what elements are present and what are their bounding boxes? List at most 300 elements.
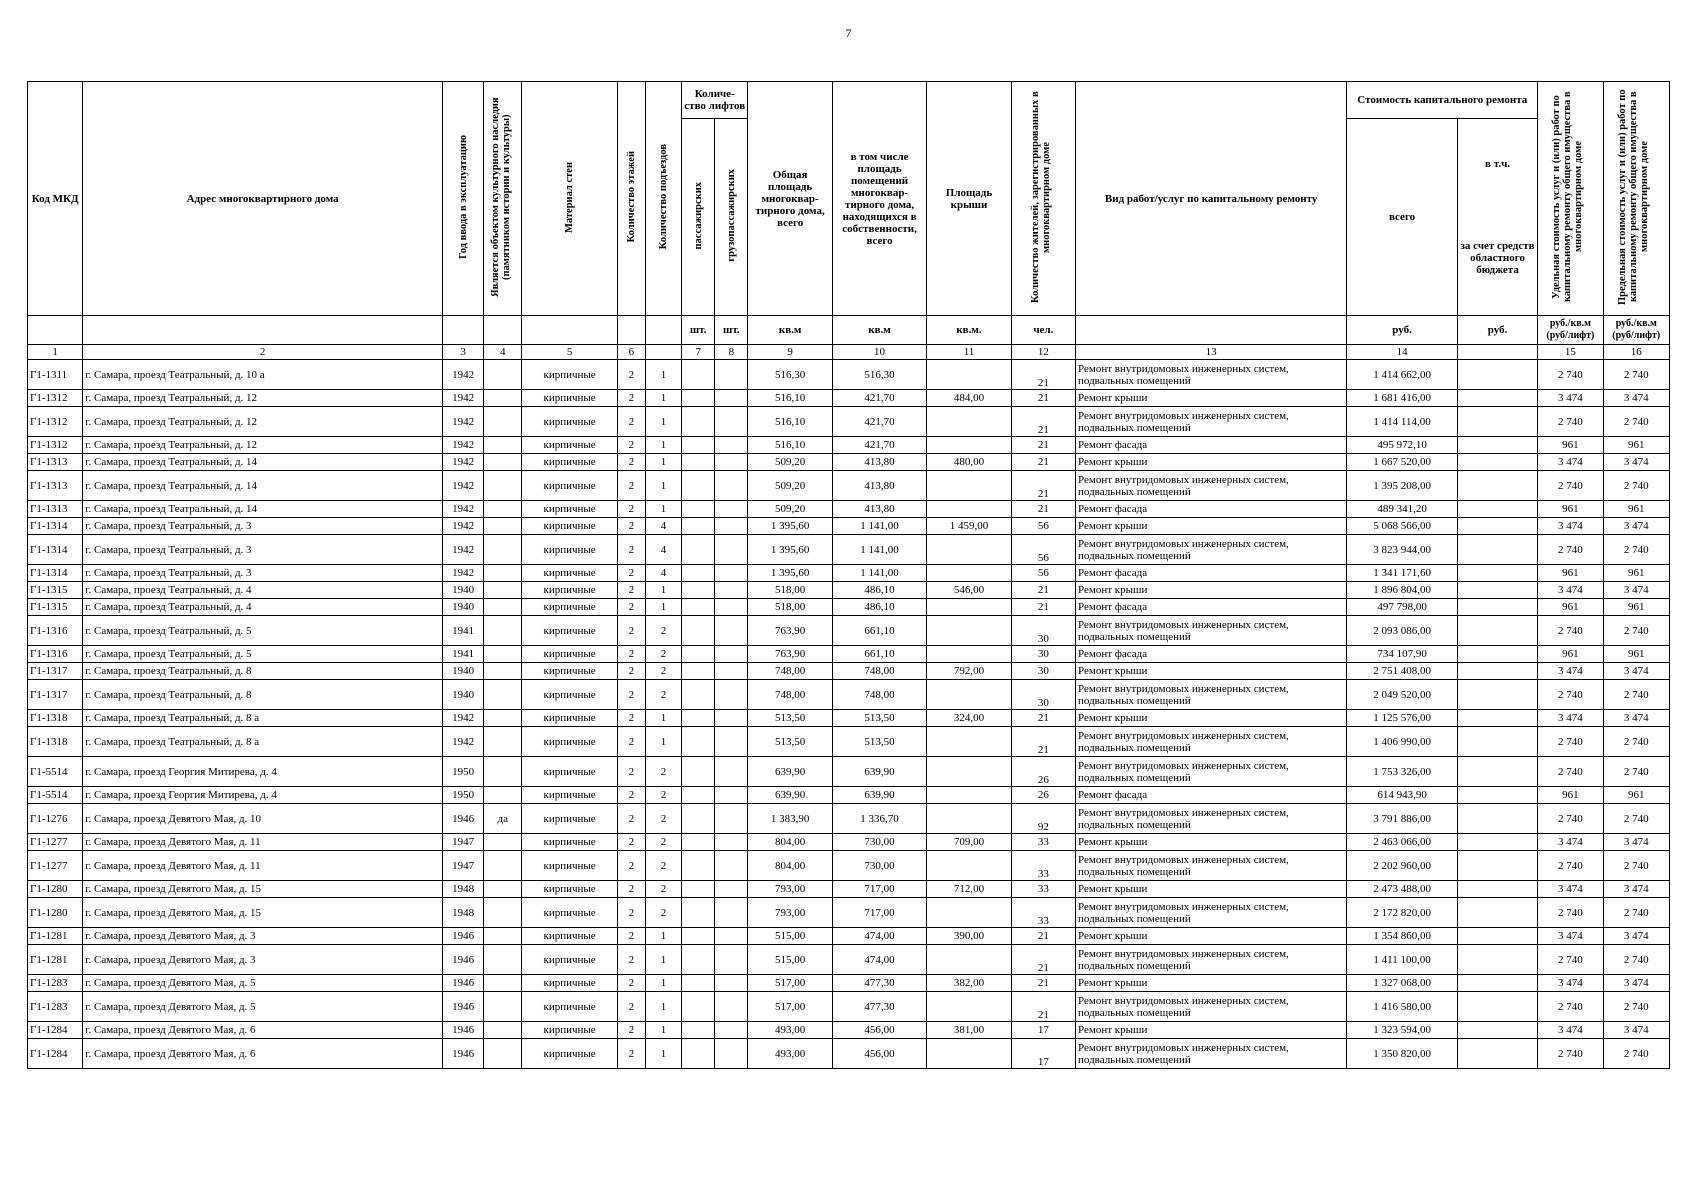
column-number: 16 — [1603, 345, 1669, 360]
cell-lifts-passenger — [682, 975, 715, 992]
cell-max-cost: 2 740 — [1603, 727, 1669, 757]
cell-total-area: 1 395,60 — [748, 518, 832, 535]
units-row — [28, 316, 1670, 345]
cell-lifts-cargo — [715, 437, 748, 454]
cell-cost-regional — [1457, 898, 1537, 928]
cell-unit-cost: 2 740 — [1538, 945, 1603, 975]
cell-residents: 26 — [1011, 757, 1075, 787]
cell-material: кирпичные — [522, 727, 617, 757]
cell-work-type: Ремонт крыши — [1076, 518, 1347, 535]
cell-floors: 2 — [617, 787, 645, 804]
cell-total-area: 516,30 — [748, 360, 832, 390]
cell-unit-cost: 2 740 — [1538, 1039, 1603, 1069]
cell-floors: 2 — [617, 437, 645, 454]
cell-code: Г1-1312 — [28, 390, 83, 407]
cell-cost-total: 1 753 326,00 — [1347, 757, 1458, 787]
cell-owned-area: 456,00 — [832, 1022, 926, 1039]
cell-code: Г1-1284 — [28, 1039, 83, 1069]
cell-address: г. Самара, проезд Театральный, д. 5 — [83, 646, 443, 663]
unit-rub-sqm: руб./кв.м (руб/лифт) — [1603, 316, 1669, 345]
table-row — [28, 646, 1670, 663]
cell-heritage — [484, 599, 522, 616]
table-row — [28, 804, 1670, 834]
cell-max-cost: 2 740 — [1603, 804, 1669, 834]
cell-floors: 2 — [617, 471, 645, 501]
cell-heritage — [484, 471, 522, 501]
column-number: 15 — [1538, 345, 1603, 360]
cell-unit-cost: 2 740 — [1538, 680, 1603, 710]
table-row — [28, 1039, 1670, 1069]
table-row — [28, 787, 1670, 804]
cell-material: кирпичные — [522, 501, 617, 518]
cell-code: Г1-1311 — [28, 360, 83, 390]
cell-owned-area: 421,70 — [832, 437, 926, 454]
column-number: 9 — [748, 345, 832, 360]
cell-material: кирпичные — [522, 851, 617, 881]
cell-year: 1940 — [443, 599, 484, 616]
cell-cost-regional — [1457, 454, 1537, 471]
cell-residents: 21 — [1011, 471, 1075, 501]
cell-total-area: 1 383,90 — [748, 804, 832, 834]
cell-lifts-passenger — [682, 1022, 715, 1039]
cell-heritage — [484, 881, 522, 898]
table-row — [28, 992, 1670, 1022]
cell-cost-total: 1 341 171,60 — [1347, 565, 1458, 582]
cell-owned-area: 1 141,00 — [832, 535, 926, 565]
cell-year: 1946 — [443, 945, 484, 975]
cell-heritage — [484, 454, 522, 471]
cell-year: 1948 — [443, 881, 484, 898]
cell-code: Г1-1281 — [28, 945, 83, 975]
cell-owned-area: 661,10 — [832, 646, 926, 663]
cell-floors: 2 — [617, 975, 645, 992]
cell-heritage — [484, 928, 522, 945]
capital-repair-register-table — [27, 81, 1670, 1069]
table-row — [28, 663, 1670, 680]
cell-owned-area: 513,50 — [832, 727, 926, 757]
cell-owned-area: 717,00 — [832, 881, 926, 898]
cell-cost-regional — [1457, 992, 1537, 1022]
cell-lifts-cargo — [715, 881, 748, 898]
cell-floors: 2 — [617, 727, 645, 757]
cell-roof-area — [927, 1039, 1011, 1069]
cell-residents: 21 — [1011, 390, 1075, 407]
cell-cost-total: 1 896 804,00 — [1347, 582, 1458, 599]
table-row — [28, 834, 1670, 851]
table-row — [28, 565, 1670, 582]
cell-material: кирпичные — [522, 437, 617, 454]
cell-floors: 2 — [617, 501, 645, 518]
cell-roof-area — [927, 535, 1011, 565]
cell-year: 1947 — [443, 851, 484, 881]
cell-owned-area: 748,00 — [832, 680, 926, 710]
cell-lifts-passenger — [682, 992, 715, 1022]
cell-work-type: Ремонт крыши — [1076, 1022, 1347, 1039]
cell-total-area: 518,00 — [748, 599, 832, 616]
table-row — [28, 680, 1670, 710]
cell-lifts-passenger — [682, 663, 715, 680]
table-row — [28, 945, 1670, 975]
cell-residents: 21 — [1011, 945, 1075, 975]
cell-year: 1946 — [443, 1022, 484, 1039]
cell-roof-area — [927, 992, 1011, 1022]
cell-address: г. Самара, проезд Девятого Мая, д. 3 — [83, 945, 443, 975]
column-number — [645, 345, 681, 360]
cell-total-area: 515,00 — [748, 945, 832, 975]
table-row — [28, 535, 1670, 565]
column-number: 8 — [715, 345, 748, 360]
cell-lifts-cargo — [715, 834, 748, 851]
table-row — [28, 599, 1670, 616]
cell-heritage — [484, 616, 522, 646]
cell-cost-total: 1 414 114,00 — [1347, 407, 1458, 437]
cell-address: г. Самара, проезд Театральный, д. 4 — [83, 582, 443, 599]
cell-lifts-cargo — [715, 471, 748, 501]
cell-year: 1946 — [443, 1039, 484, 1069]
cell-roof-area — [927, 787, 1011, 804]
cell-material: кирпичные — [522, 663, 617, 680]
cell-roof-area — [927, 945, 1011, 975]
cell-cost-total: 3 823 944,00 — [1347, 535, 1458, 565]
cell-work-type: Ремонт крыши — [1076, 834, 1347, 851]
cell-unit-cost: 3 474 — [1538, 1022, 1603, 1039]
cell-year: 1942 — [443, 518, 484, 535]
column-number: 3 — [443, 345, 484, 360]
cell-code: Г1-1317 — [28, 663, 83, 680]
cell-address: г. Самара, проезд Девятого Мая, д. 15 — [83, 898, 443, 928]
cell-unit-cost: 2 740 — [1538, 360, 1603, 390]
cell-cost-total: 489 341,20 — [1347, 501, 1458, 518]
cell-cost-regional — [1457, 360, 1537, 390]
cell-material: кирпичные — [522, 804, 617, 834]
header-entrances: Количество подъездов — [658, 144, 670, 250]
cell-residents: 21 — [1011, 407, 1075, 437]
cell-material: кирпичные — [522, 454, 617, 471]
cell-max-cost: 961 — [1603, 565, 1669, 582]
cell-lifts-cargo — [715, 663, 748, 680]
unit-sqm: кв.м — [748, 316, 832, 345]
header-cost-regional-cell — [1457, 118, 1537, 315]
cell-address: г. Самара, проезд Георгия Митирева, д. 4 — [83, 787, 443, 804]
cell-entrances: 1 — [645, 360, 681, 390]
cell-address: г. Самара, проезд Театральный, д. 8 — [83, 680, 443, 710]
cell-residents: 33 — [1011, 834, 1075, 851]
cell-total-area: 509,20 — [748, 471, 832, 501]
cell-floors: 2 — [617, 535, 645, 565]
cell-code: Г1-1315 — [28, 599, 83, 616]
cell-work-type: Ремонт внутридомовых инженерных систем, подвальных помещений — [1076, 851, 1347, 881]
cell-year: 1941 — [443, 616, 484, 646]
cell-unit-cost: 2 740 — [1538, 471, 1603, 501]
cell-lifts-passenger — [682, 437, 715, 454]
cell-unit-cost: 3 474 — [1538, 518, 1603, 535]
cell-heritage — [484, 898, 522, 928]
cell-owned-area: 639,90 — [832, 787, 926, 804]
cell-owned-area: 486,10 — [832, 582, 926, 599]
cell-work-type: Ремонт крыши — [1076, 454, 1347, 471]
cell-residents: 21 — [1011, 582, 1075, 599]
cell-entrances: 2 — [645, 851, 681, 881]
cell-work-type: Ремонт фасада — [1076, 437, 1347, 454]
cell-lifts-passenger — [682, 851, 715, 881]
cell-work-type: Ремонт внутридомовых инженерных систем, подвальных помещений — [1076, 804, 1347, 834]
column-number: 10 — [832, 345, 926, 360]
cell-lifts-passenger — [682, 1039, 715, 1069]
cell-residents: 21 — [1011, 727, 1075, 757]
column-number: 12 — [1011, 345, 1075, 360]
cell-address: г. Самара, проезд Девятого Мая, д. 6 — [83, 1022, 443, 1039]
cell-cost-regional — [1457, 390, 1537, 407]
cell-cost-regional — [1457, 881, 1537, 898]
cell-owned-area: 474,00 — [832, 945, 926, 975]
header-max-cost: Предельная стоимость услуг и (или) работ по капитальному ремонту общего имущества в многоквартирном доме — [1617, 89, 1651, 305]
cell-year: 1948 — [443, 898, 484, 928]
cell-residents: 56 — [1011, 535, 1075, 565]
cell-roof-area — [927, 501, 1011, 518]
header-lifts-passenger: пассажирских — [692, 181, 704, 250]
cell-lifts-passenger — [682, 680, 715, 710]
cell-roof-area — [927, 646, 1011, 663]
header-material: Материал стен — [564, 161, 576, 233]
cell-lifts-passenger — [682, 804, 715, 834]
cell-roof-area — [927, 680, 1011, 710]
cell-cost-total: 1 411 100,00 — [1347, 945, 1458, 975]
cell-unit-cost: 3 474 — [1538, 710, 1603, 727]
cell-roof-area: 390,00 — [927, 928, 1011, 945]
cell-heritage: да — [484, 804, 522, 834]
cell-max-cost: 961 — [1603, 599, 1669, 616]
cell-unit-cost: 2 740 — [1538, 757, 1603, 787]
header-year: Год ввода в эксплуатацию — [457, 134, 469, 260]
cell-address: г. Самара, проезд Георгия Митирева, д. 4 — [83, 757, 443, 787]
table-row — [28, 727, 1670, 757]
column-number: 6 — [617, 345, 645, 360]
cell-lifts-cargo — [715, 1039, 748, 1069]
cell-owned-area: 474,00 — [832, 928, 926, 945]
table-row — [28, 928, 1670, 945]
cell-heritage — [484, 975, 522, 992]
column-number — [1457, 345, 1537, 360]
cell-unit-cost: 961 — [1538, 501, 1603, 518]
cell-heritage — [484, 518, 522, 535]
cell-roof-area — [927, 407, 1011, 437]
cell-code: Г1-1316 — [28, 616, 83, 646]
cell-max-cost: 3 474 — [1603, 663, 1669, 680]
cell-cost-regional — [1457, 680, 1537, 710]
cell-max-cost: 3 474 — [1603, 582, 1669, 599]
cell-residents: 56 — [1011, 518, 1075, 535]
cell-lifts-cargo — [715, 757, 748, 787]
cell-unit-cost: 961 — [1538, 646, 1603, 663]
cell-year: 1941 — [443, 646, 484, 663]
cell-code: Г1-5514 — [28, 757, 83, 787]
cell-unit-cost: 3 474 — [1538, 928, 1603, 945]
cell-code: Г1-1280 — [28, 898, 83, 928]
table-row — [28, 898, 1670, 928]
cell-total-area: 516,10 — [748, 407, 832, 437]
cell-cost-regional — [1457, 565, 1537, 582]
cell-entrances: 2 — [645, 616, 681, 646]
cell-owned-area: 717,00 — [832, 898, 926, 928]
cell-floors: 2 — [617, 1039, 645, 1069]
cell-floors: 2 — [617, 881, 645, 898]
cell-work-type: Ремонт крыши — [1076, 582, 1347, 599]
cell-work-type: Ремонт внутридомовых инженерных систем, подвальных помещений — [1076, 680, 1347, 710]
cell-work-type: Ремонт крыши — [1076, 390, 1347, 407]
cell-cost-regional — [1457, 851, 1537, 881]
cell-floors: 2 — [617, 1022, 645, 1039]
header-address: Адрес многоквартирного дома — [83, 82, 443, 316]
cell-lifts-passenger — [682, 390, 715, 407]
cell-roof-area — [927, 599, 1011, 616]
cell-cost-regional — [1457, 616, 1537, 646]
cell-roof-area — [927, 757, 1011, 787]
cell-code: Г1-1276 — [28, 804, 83, 834]
cell-total-area: 639,90 — [748, 757, 832, 787]
cell-max-cost: 3 474 — [1603, 518, 1669, 535]
table-row — [28, 437, 1670, 454]
cell-heritage — [484, 663, 522, 680]
cell-roof-area: 381,00 — [927, 1022, 1011, 1039]
cell-lifts-cargo — [715, 1022, 748, 1039]
cell-max-cost: 2 740 — [1603, 992, 1669, 1022]
cell-entrances: 1 — [645, 975, 681, 992]
cell-year: 1940 — [443, 663, 484, 680]
cell-lifts-cargo — [715, 360, 748, 390]
cell-owned-area: 1 141,00 — [832, 565, 926, 582]
cell-owned-area: 413,80 — [832, 501, 926, 518]
cell-lifts-cargo — [715, 928, 748, 945]
cell-lifts-cargo — [715, 992, 748, 1022]
unit-persons: чел. — [1011, 316, 1075, 345]
cell-material: кирпичные — [522, 616, 617, 646]
unit-pcs: шт. — [715, 316, 748, 345]
table-row — [28, 471, 1670, 501]
cell-material: кирпичные — [522, 390, 617, 407]
header-lifts: Количе- ство лифтов — [682, 82, 748, 119]
cell-code: Г1-1317 — [28, 680, 83, 710]
cell-cost-total: 2 202 960,00 — [1347, 851, 1458, 881]
cell-unit-cost: 3 474 — [1538, 390, 1603, 407]
cell-code: Г1-1313 — [28, 471, 83, 501]
cell-max-cost: 2 740 — [1603, 407, 1669, 437]
cell-lifts-passenger — [682, 518, 715, 535]
cell-cost-total: 5 068 566,00 — [1347, 518, 1458, 535]
cell-material: кирпичные — [522, 582, 617, 599]
cell-unit-cost: 2 740 — [1538, 727, 1603, 757]
cell-material: кирпичные — [522, 992, 617, 1022]
cell-unit-cost: 961 — [1538, 599, 1603, 616]
cell-lifts-passenger — [682, 834, 715, 851]
cell-work-type: Ремонт фасада — [1076, 565, 1347, 582]
cell-entrances: 1 — [645, 407, 681, 437]
cell-floors: 2 — [617, 646, 645, 663]
cell-roof-area: 382,00 — [927, 975, 1011, 992]
cell-entrances: 2 — [645, 787, 681, 804]
cell-lifts-cargo — [715, 804, 748, 834]
cell-owned-area: 1 336,70 — [832, 804, 926, 834]
header-unit-cost: Удельная стоимость услуг и (или) работ по капитальному ремонту общего имущества в многоквартирном доме — [1551, 91, 1585, 303]
header-roof-area: Площадь крыши — [927, 82, 1011, 316]
cell-lifts-passenger — [682, 471, 715, 501]
cell-heritage — [484, 390, 522, 407]
cell-floors: 2 — [617, 407, 645, 437]
cell-total-area: 804,00 — [748, 851, 832, 881]
cell-material: кирпичные — [522, 680, 617, 710]
cell-cost-total: 1 667 520,00 — [1347, 454, 1458, 471]
header-cost-incl: в т.ч. — [1485, 157, 1511, 170]
cell-cost-regional — [1457, 928, 1537, 945]
cell-heritage — [484, 501, 522, 518]
cell-lifts-passenger — [682, 454, 715, 471]
cell-material: кирпичные — [522, 881, 617, 898]
cell-cost-total: 1 681 416,00 — [1347, 390, 1458, 407]
cell-entrances: 1 — [645, 945, 681, 975]
cell-cost-regional — [1457, 599, 1537, 616]
cell-max-cost: 2 740 — [1603, 471, 1669, 501]
cell-lifts-cargo — [715, 390, 748, 407]
cell-address: г. Самара, проезд Девятого Мая, д. 6 — [83, 1039, 443, 1069]
table-header — [28, 82, 1670, 360]
unit-sqm: кв.м. — [927, 316, 1011, 345]
cell-residents: 21 — [1011, 710, 1075, 727]
cell-year: 1940 — [443, 582, 484, 599]
cell-roof-area — [927, 471, 1011, 501]
cell-year: 1942 — [443, 471, 484, 501]
cell-owned-area: 477,30 — [832, 992, 926, 1022]
cell-total-area: 763,90 — [748, 616, 832, 646]
cell-cost-regional — [1457, 975, 1537, 992]
table-row — [28, 454, 1670, 471]
cell-total-area: 517,00 — [748, 992, 832, 1022]
cell-cost-regional — [1457, 535, 1537, 565]
cell-owned-area: 456,00 — [832, 1039, 926, 1069]
cell-work-type: Ремонт внутридомовых инженерных систем, подвальных помещений — [1076, 360, 1347, 390]
cell-address: г. Самара, проезд Девятого Мая, д. 11 — [83, 851, 443, 881]
cell-total-area: 515,00 — [748, 928, 832, 945]
cell-work-type: Ремонт фасада — [1076, 787, 1347, 804]
cell-year: 1942 — [443, 360, 484, 390]
cell-entrances: 1 — [645, 454, 681, 471]
cell-cost-regional — [1457, 663, 1537, 680]
cell-cost-regional — [1457, 646, 1537, 663]
cell-cost-total: 614 943,90 — [1347, 787, 1458, 804]
cell-work-type: Ремонт внутридомовых инженерных систем, подвальных помещений — [1076, 992, 1347, 1022]
cell-code: Г1-1312 — [28, 407, 83, 437]
cell-floors: 2 — [617, 992, 645, 1022]
cell-entrances: 1 — [645, 1039, 681, 1069]
cell-lifts-cargo — [715, 975, 748, 992]
cell-cost-regional — [1457, 471, 1537, 501]
cell-unit-cost: 961 — [1538, 437, 1603, 454]
cell-lifts-passenger — [682, 757, 715, 787]
cell-heritage — [484, 757, 522, 787]
header-owned-area: в том числе площадь помещений многоквар- тирного дома, находящихся в собственности, всего — [832, 82, 926, 316]
cell-entrances: 1 — [645, 437, 681, 454]
header-floors: Количество этажей — [625, 151, 637, 243]
cell-cost-regional — [1457, 787, 1537, 804]
cell-lifts-cargo — [715, 616, 748, 646]
cell-lifts-cargo — [715, 518, 748, 535]
cell-floors: 2 — [617, 898, 645, 928]
cell-cost-regional — [1457, 501, 1537, 518]
header-lifts-cargo: грузопассажирских — [725, 169, 737, 262]
cell-unit-cost: 2 740 — [1538, 804, 1603, 834]
cell-floors: 2 — [617, 757, 645, 787]
cell-floors: 2 — [617, 518, 645, 535]
cell-code: Г1-1314 — [28, 565, 83, 582]
cell-unit-cost: 961 — [1538, 565, 1603, 582]
